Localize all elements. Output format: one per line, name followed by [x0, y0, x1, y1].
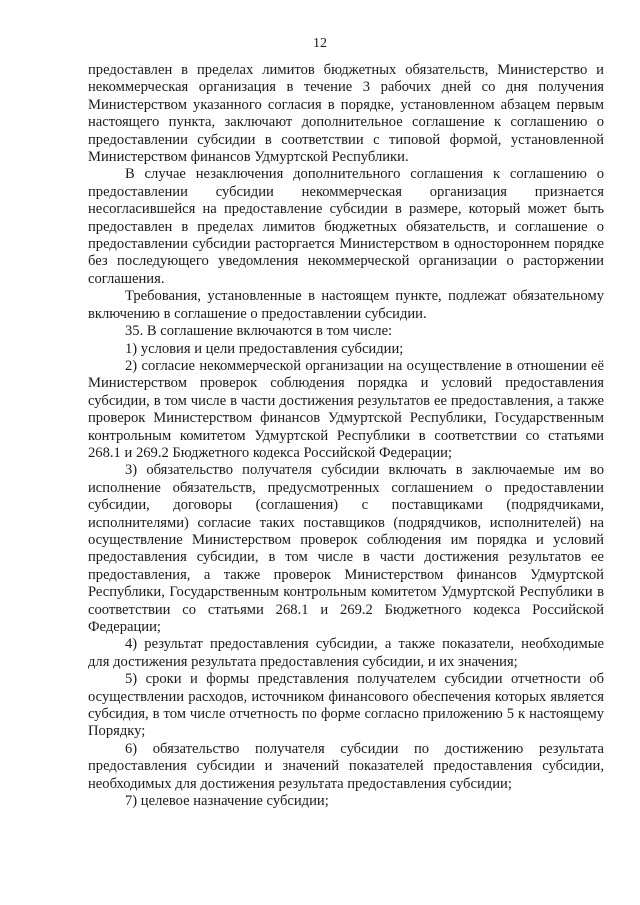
paragraph-requirements: Требования, установленные в настоящем пункте, подлежат обязательному включению в соглашение о предоставлении субсидии. [88, 288, 604, 322]
list-item-1: 1) условия и цели предоставления субсидии; [125, 340, 404, 357]
page-number: 12 [313, 36, 327, 51]
list-item-5: 5) сроки и формы представления получателем субсидии отчетности об осуществлении расходов, источником финансового обеспечения которых является субсидия, в том числе отчетность по форме согласно приложению 5 к настоящему Порядку; [88, 671, 604, 740]
paragraph-item-35: 35. В соглашение включаются в том числе: [125, 323, 393, 340]
document-body [88, 62, 604, 810]
list-item-2: 2) согласие некоммерческой организации на осуществление в отношении её Министерством проверок соблюдения порядка и условий предоставления субсидии, в том числе в части достижения результатов ее предоставления, а также проверок Министерством финансов Удмуртской Республики, Государственным контрольным комитетом Удмуртской Республики в соответствии со статьями 268.1 и 269.2 Бюджетного кодекса Российской Федерации; [88, 357, 604, 461]
list-item-6: 6) обязательство получателя субсидии по достижению результата предоставления субсидии и значений показателей предоставления субсидии, необходимых для достижения результата предоставления субсидии; [88, 740, 604, 792]
paragraph-nonconclusion: В случае незаключения дополнительного соглашения к соглашению о предоставлении субсидии некоммерческая организация признается несогласившейся на предоставление субсидии в размере, который может быть предоставлен в пределах лимитов бюджетных обязательств, и соглашение о предоставлении субсидии расторгается Министерством в одностороннем порядке без последующего уведомления некоммерческой организации о расторжении соглашения. [88, 166, 604, 287]
list-item-4: 4) результат предоставления субсидии, а также показатели, необходимые для достижения результата предоставления субсидии, и их значения; [88, 636, 604, 670]
list-item-7: 7) целевое назначение субсидии; [125, 793, 329, 810]
list-item-3: 3) обязательство получателя субсидии включать в заключаемые им во исполнение обязательств, предусмотренных соглашением о предоставлении субсидии, договоры (соглашения) с поставщиками (подрядчиками, исполнителями) согласие таких поставщиков (подрядчиков, исполнителей) на осуществление Министерством проверок соблюдения им порядка и условий предоставления субсидии, в том числе в части достижения результатов ее предоставления, а также проверок Министерством финансов Удмуртской Республики, Государственным контрольным комитетом Удмуртской Республики в соответствии со статьями 268.1 и 269.2 Бюджетного кодекса Российской Федерации; [88, 462, 604, 635]
paragraph-continuation: предоставлен в пределах лимитов бюджетных обязательств, Министерство и некоммерческая организация в течение 3 рабочих дней со дня получения Министерством указанного согласия в порядке, установленном абзацем первым настоящего пункта, заключают дополнительное соглашение к соглашению о предоставлении субсидии в соответствии с типовой формой, установленной Министерством финансов Удмуртской Республики. [88, 62, 604, 166]
